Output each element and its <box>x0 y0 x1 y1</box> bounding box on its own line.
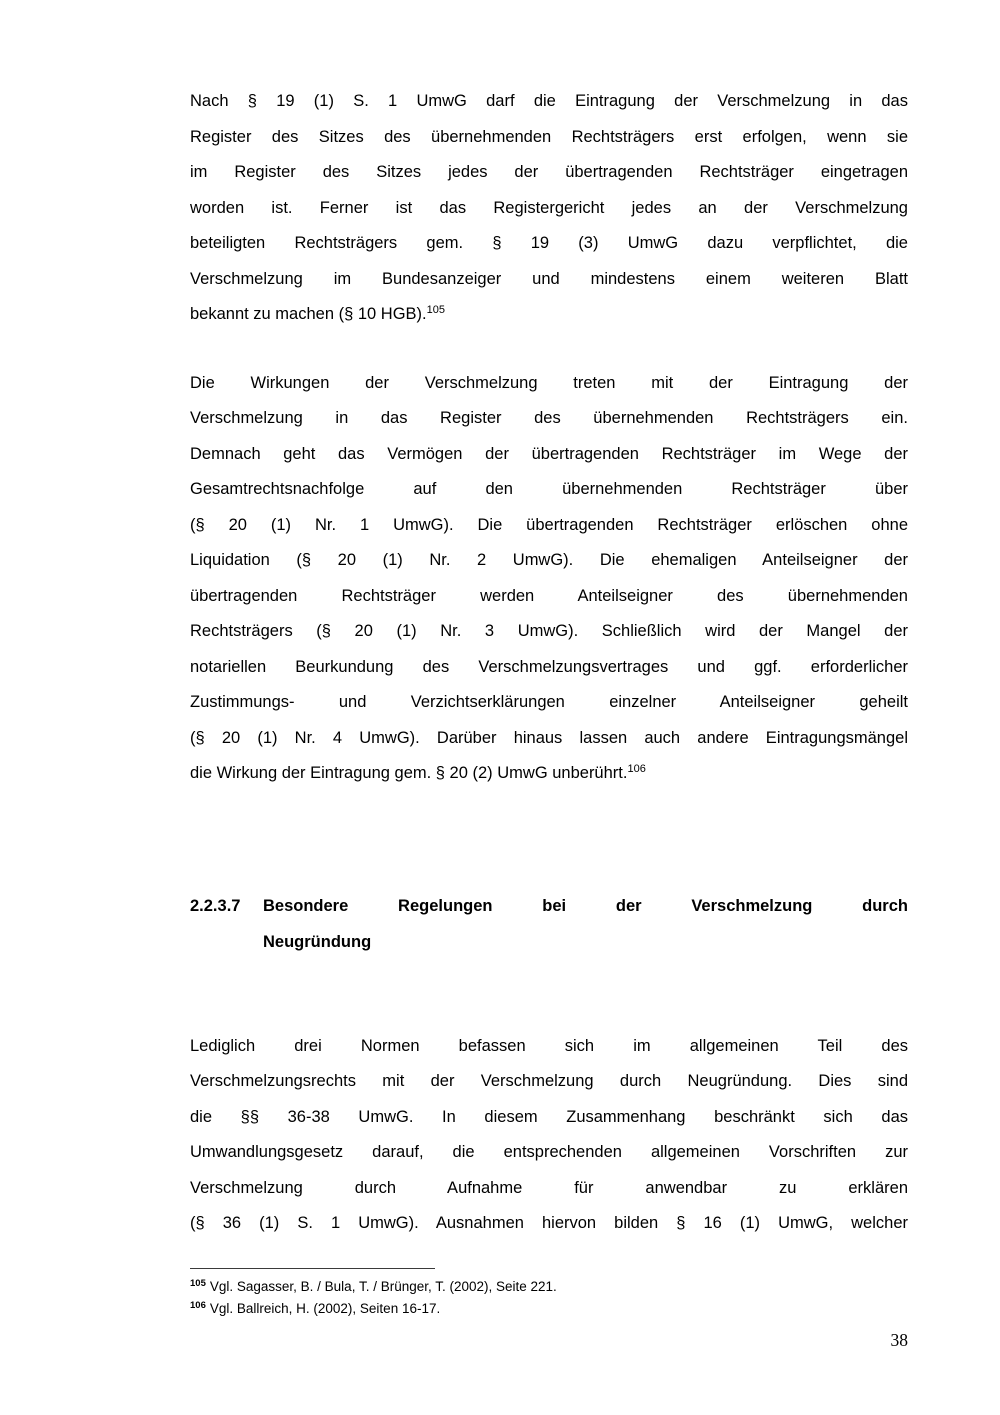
footnote-number: 105 <box>190 1277 206 1289</box>
paragraph-2 <box>190 366 908 792</box>
text-line: Zustimmungs- und Verzichtserklärungen einzelner Anteilseigner geheilt <box>190 693 908 711</box>
heading-line: Neugründung <box>263 932 372 951</box>
text-line: Lediglich drei Normen befassen sich im allgemeinen Teil des <box>190 1036 908 1055</box>
text-line: Verschmelzungsrechts mit der Verschmelzung durch Neugründung. Dies sind <box>190 1072 908 1090</box>
page-number: 38 <box>890 1329 908 1350</box>
text-line: Umwandlungsgesetz darauf, die entsprechenden allgemeinen Vorschriften zur <box>190 1143 908 1161</box>
heading-line: Besondere Regelungen bei der Verschmelzung durch <box>263 896 908 915</box>
text-line: Liquidation (§ 20 (1) Nr. 2 UmwG). Die ehemaligen Anteilseigner der <box>190 551 908 569</box>
text-line <box>190 297 908 333</box>
text-line: Die Wirkungen der Verschmelzung treten mit der Eintragung der <box>190 373 908 392</box>
footnote-number: 106 <box>190 1299 206 1311</box>
footnote-106 <box>190 1298 908 1320</box>
text-line: (§ 20 (1) Nr. 4 UmwG). Darüber hinaus lassen auch andere Eintragungsmängel <box>190 728 908 747</box>
text-line: Verschmelzung durch Aufnahme für anwendbar zu erklären <box>190 1178 908 1197</box>
footnote-reference-106: 106 <box>627 763 646 775</box>
text-block <box>190 84 908 1352</box>
footnote-section <box>190 1268 908 1320</box>
section-title <box>263 888 908 960</box>
text-line: Verschmelzung in das Register des übernehmenden Rechtsträgers ein. <box>190 409 908 427</box>
text-line: die §§ 36-38 UmwG. In diesem Zusammenhang beschränkt sich das <box>190 1107 908 1126</box>
text-line: worden ist. Ferner ist das Registergericht jedes an der Verschmelzung <box>190 198 908 217</box>
footnote-text: Vgl. Ballreich, H. (2002), Seiten 16-17. <box>209 1300 441 1316</box>
paragraph-3 <box>190 1029 908 1242</box>
footnote-text: Vgl. Sagasser, B. / Bula, T. / Brünger, T. (2002), Seite 221. <box>209 1278 557 1294</box>
text-line: Demnach geht das Vermögen der übertragenden Rechtsträger im Wege der <box>190 444 908 463</box>
footnote-reference-105: 105 <box>426 304 445 316</box>
text-line: (§ 20 (1) Nr. 1 UmwG). Die übertragenden Rechtsträger erlöschen ohne <box>190 515 908 534</box>
footnote-separator <box>190 1268 435 1269</box>
section-number: 2.2.3.7 <box>190 896 241 915</box>
text-line: beteiligten Rechtsträgers gem. § 19 (3) UmwG dazu verpflichtet, die <box>190 234 908 252</box>
text-line: Rechtsträgers (§ 20 (1) Nr. 3 UmwG). Schließlich wird der Mangel der <box>190 622 908 640</box>
text-line: Register des Sitzes des übernehmenden Rechtsträgers erst erfolgen, wenn sie <box>190 127 908 146</box>
text-line: (§ 36 (1) S. 1 UmwG). Ausnahmen hiervon bilden § 16 (1) UmwG, welcher <box>190 1214 908 1232</box>
text-line <box>190 756 908 792</box>
text-line: Nach § 19 (1) S. 1 UmwG darf die Eintragung der Verschmelzung in das <box>190 92 908 110</box>
text-line: notariellen Beurkundung des Verschmelzungsvertrages und ggf. erforderlicher <box>190 657 908 676</box>
section-heading <box>190 888 908 960</box>
text-line: im Register des Sitzes jedes der übertragenden Rechtsträger eingetragen <box>190 163 908 181</box>
paragraph-1 <box>190 84 908 333</box>
text-run: die Wirkung der Eintragung gem. § 20 (2) UmwG unberührt. <box>190 764 628 782</box>
footnote-105 <box>190 1276 908 1298</box>
text-line: Gesamtrechtsnachfolge auf den übernehmenden Rechtsträger über <box>190 480 908 498</box>
text-line: übertragenden Rechtsträger werden Anteilseigner des übernehmenden <box>190 586 908 605</box>
text-run: bekannt zu machen (§ 10 HGB). <box>190 305 427 323</box>
text-line: Verschmelzung im Bundesanzeiger und mindestens einem weiteren Blatt <box>190 269 908 288</box>
